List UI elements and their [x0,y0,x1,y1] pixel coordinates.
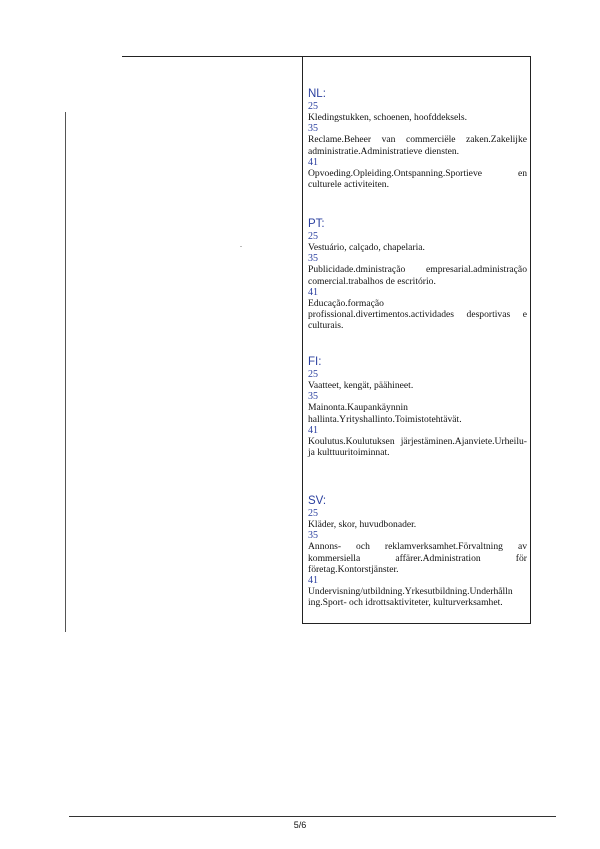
class-description: Kläder, skor, huvudbonader. [308,519,417,530]
section-fi [308,356,527,458]
class-description: Mainonta.Kaupankäynnin hallinta.Yrityshallinto.Toimistotehtävät. [308,402,462,425]
class-description: Reclame.Beheer van commerciële zaken.Zakelijke administratie.Administratieve diensten. [308,134,527,157]
class-description: Annons- och reklamverksamhet.Förvaltning av kommersiella affärer.Administration för företag.Kontorstjänster. [308,541,527,575]
class-description: Educação.formação profissional.divertimentos.actividades desportivas e culturais. [308,297,527,332]
class-number: 35 [308,253,318,265]
class-number: 41 [308,575,318,587]
section-pt [308,218,527,332]
language-code: NL: [308,88,326,100]
class-description: Opvoeding.Opleiding.Ontspanning.Sportieve en culturele activiteiten. [308,167,527,191]
language-code: SV: [308,495,327,507]
language-code: FI: [308,356,322,368]
class-number: 41 [308,424,318,436]
class-description: Publicidade.dministração empresarial.administração comercial.trabalhos de escritório. [308,264,527,287]
class-description: Vaatteet, kengät, päähineet. [308,380,414,391]
class-number: 41 [308,156,318,168]
scan-speck [240,246,242,247]
left-margin-bar [65,112,66,632]
class-number: 35 [308,391,318,403]
class-description: Kledingstukken, schoenen, hoofddeksels. [308,112,468,123]
section-sv [308,495,527,609]
class-number: 35 [308,123,318,135]
class-number: 25 [308,101,318,112]
class-description: Koulutus.Koulutuksen järjestäminen.Ajanviete.Urheilu- ja kulttuuritoiminnat. [308,435,527,459]
footer-rule [69,816,556,817]
page-number: 5/6 [293,820,307,830]
class-number: 25 [308,508,318,519]
class-number: 25 [308,369,318,380]
language-code: PT: [308,218,325,230]
section-nl [308,88,527,190]
class-description: Vestuário, calçado, chapelaria. [308,242,425,253]
class-number: 41 [308,286,318,298]
class-number: 25 [308,231,318,242]
class-number: 35 [308,530,318,542]
class-description: Undervisning/utbildning.Yrkesutbildning.Underhålln ing.Sport- och idrottsaktiviteter, kulturverksamhet. [308,586,513,609]
